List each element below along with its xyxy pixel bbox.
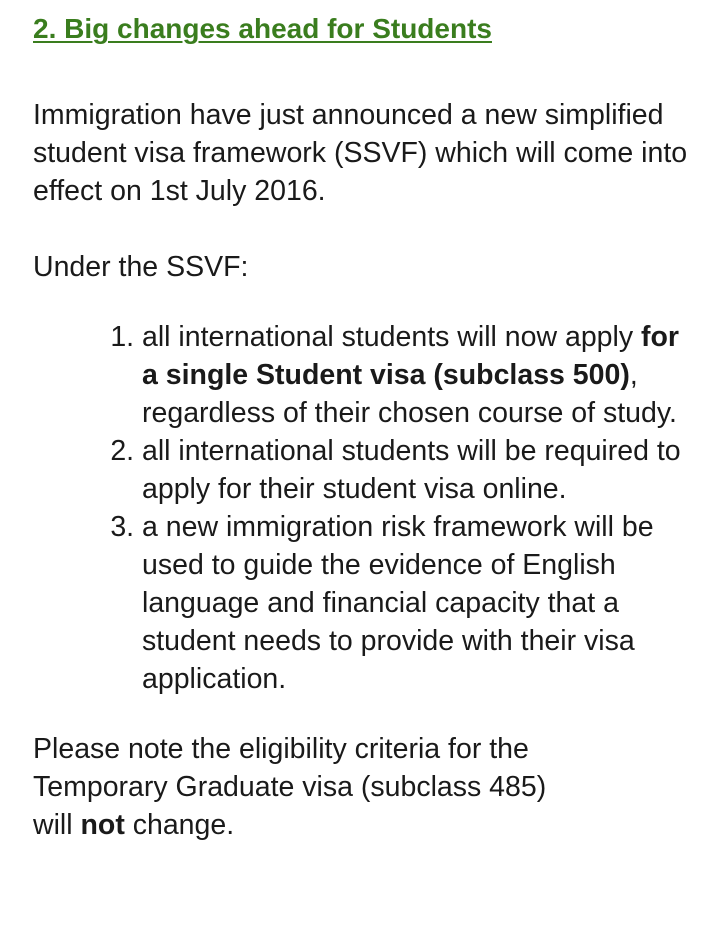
list-item-text: a new immigration risk framework will be used to guide the evidence of English language and financial capacity that a student needs to provide with their visa application. xyxy=(142,511,654,695)
note-paragraph xyxy=(33,730,700,844)
list-item xyxy=(142,508,700,698)
list-item-text-after: , regardless of their chosen course of study. xyxy=(142,359,677,429)
note-line-3-before: will xyxy=(33,809,81,841)
list-item xyxy=(142,318,700,432)
list-item-bold-text: for a single Student visa (subclass 500) xyxy=(142,321,680,391)
note-line-2: Temporary Graduate visa (subclass 485) xyxy=(33,771,547,803)
list-item-text-before: all international students will now apply xyxy=(142,321,642,353)
intro-paragraph: Immigration have just announced a new simplified student visa framework (SSVF) which will come into effect on 1st July 2016. xyxy=(33,99,688,207)
section-heading-link[interactable]: 2. Big changes ahead for Students xyxy=(33,13,492,44)
list-item-text: all international students will be required to apply for their student visa online. xyxy=(142,435,681,505)
note-line-3-after: change. xyxy=(124,809,235,841)
note-bold-not: not xyxy=(80,809,125,841)
list-item xyxy=(142,432,700,508)
note-line-1: Please note the eligibility criteria for the xyxy=(33,733,529,765)
ssvf-changes-list xyxy=(33,318,700,698)
under-ssvf-label: Under the SSVF: xyxy=(33,251,249,283)
